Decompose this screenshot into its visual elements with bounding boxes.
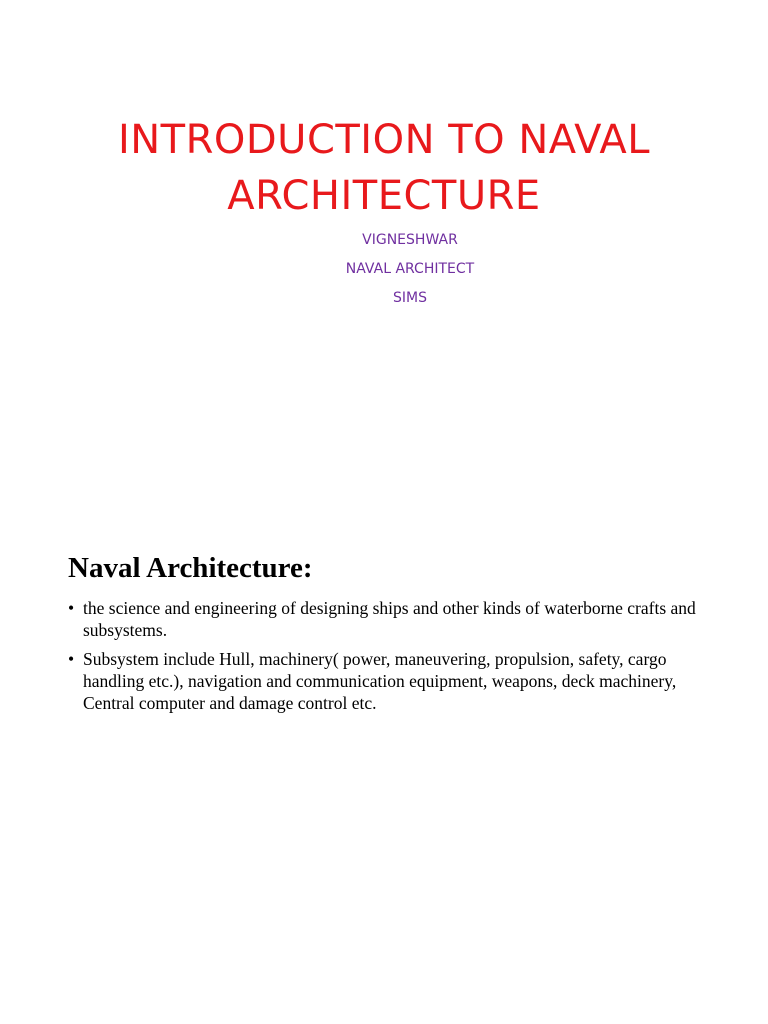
bullet-item [68, 648, 718, 714]
author-info [0, 228, 768, 315]
author-organization: SIMS [393, 290, 427, 306]
bullet-text: the science and engineering of designing ships and other kinds of waterborne crafts and subsystems. [83, 598, 696, 640]
slide-title [0, 112, 768, 224]
bullet-list [68, 597, 718, 721]
slide-title-line-2: ARCHITECTURE [227, 173, 541, 219]
slide-title-line-1: INTRODUCTION TO NAVAL [117, 117, 651, 163]
author-name: VIGNESHWAR [362, 232, 458, 248]
bullet-text: Subsystem include Hull, machinery( power, maneuvering, propulsion, safety, cargo handling etc.), navigation and communication equipment, weapons, deck machinery, Central computer and damage control etc. [83, 649, 677, 713]
content-slide [0, 512, 768, 1024]
author-role: NAVAL ARCHITECT [345, 261, 475, 277]
bullet-icon: • [68, 649, 75, 669]
section-heading: Naval Architecture: [68, 552, 313, 584]
bullet-icon: • [68, 598, 75, 618]
bullet-item [68, 597, 718, 641]
